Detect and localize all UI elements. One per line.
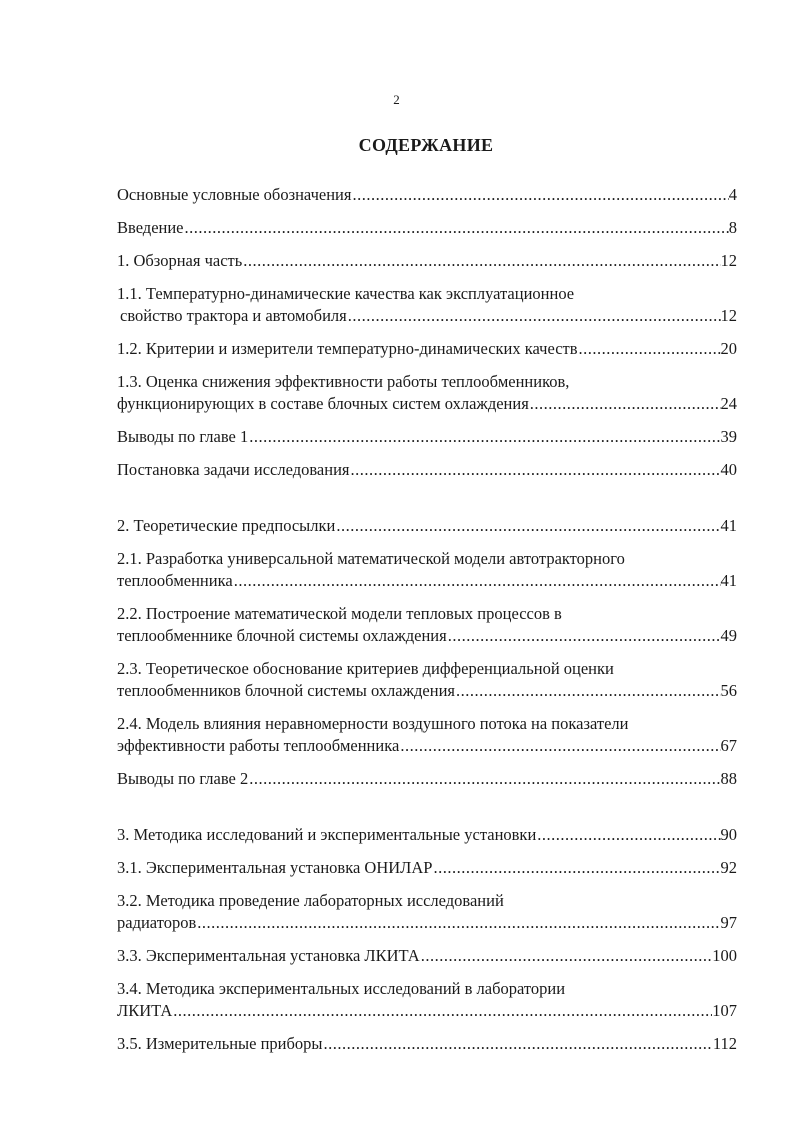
toc-entry	[117, 768, 737, 790]
dot-leader	[455, 680, 721, 702]
toc-entry-title-line: 2.2. Построение математической модели тепловых процессов в	[117, 604, 562, 623]
page-number: 2	[393, 92, 400, 107]
dot-leader	[322, 1033, 712, 1055]
dot-leader	[184, 217, 729, 239]
toc-entry-title: эффективности работы теплообменника	[117, 736, 400, 755]
toc-entry	[117, 890, 737, 934]
toc-entry-title-line: 3.4. Методика экспериментальных исследований в лаборатории	[117, 979, 566, 998]
toc-entry-title: 1.2. Критерии и измерители температурно-динамических качеств	[117, 339, 578, 358]
toc-page-number: 20	[720, 339, 737, 358]
toc-page-number: 39	[720, 427, 737, 446]
toc-page-number: 97	[720, 913, 737, 932]
toc-page-number: 67	[720, 736, 737, 755]
toc-page-number: 4	[728, 185, 737, 204]
dot-leader	[578, 338, 721, 360]
dot-leader	[351, 184, 728, 206]
toc-page-number: 8	[728, 218, 737, 237]
dot-leader	[335, 515, 720, 537]
dot-leader	[248, 768, 720, 790]
dot-leader	[172, 1000, 712, 1022]
toc-page-number: 112	[712, 1034, 737, 1053]
toc-page-number: 41	[720, 516, 737, 535]
toc-entry-title-line: 2.4. Модель влияния неравномерности воздушного потока на показатели	[117, 714, 629, 733]
dot-leader	[196, 912, 720, 934]
dot-leader	[248, 426, 720, 448]
toc-page-number: 92	[720, 858, 737, 877]
toc-entry-title: теплообменника	[117, 571, 233, 590]
toc-entry-title: Основные условные обозначения	[117, 185, 352, 204]
dot-leader	[347, 305, 721, 327]
toc-entry-title: Выводы по главе 2	[117, 769, 249, 788]
dot-leader	[420, 945, 713, 967]
toc-page-number: 41	[720, 571, 737, 590]
toc-entry	[117, 338, 737, 360]
dot-leader	[536, 824, 720, 846]
toc-entry-title: 3.5. Измерительные приборы	[117, 1034, 323, 1053]
dot-leader	[233, 570, 721, 592]
toc-entry	[117, 713, 737, 757]
toc-entry	[117, 857, 737, 879]
toc-page-number: 12	[720, 251, 737, 270]
toc-entry-title: Введение	[117, 218, 184, 237]
toc-entry-title: свойство трактора и автомобиля	[120, 306, 347, 325]
toc-entry-title-line: 3.2. Методика проведение лабораторных исследований	[117, 891, 504, 910]
toc-entry-title: ЛКИТА	[117, 1001, 173, 1020]
page-title: СОДЕРЖАНИЕ	[358, 135, 494, 155]
toc-page-number: 107	[712, 1001, 737, 1020]
dot-leader	[349, 459, 720, 481]
toc-entry-title: теплообменников блочной системы охлаждения	[117, 681, 455, 700]
toc-entry	[117, 603, 737, 647]
toc-page-number: 88	[720, 769, 737, 788]
toc-page-number: 40	[720, 460, 737, 479]
toc-entry-title: 3. Методика исследований и экспериментальные установки	[117, 825, 537, 844]
dot-leader	[447, 625, 721, 647]
dot-leader	[399, 735, 720, 757]
toc-entry-title: Выводы по главе 1	[117, 427, 249, 446]
toc-entry	[117, 371, 737, 415]
toc-entry-title: Постановка задачи исследования	[117, 460, 350, 479]
toc-entry	[117, 978, 737, 1022]
toc-entry-title-line: 2.1. Разработка универсальной математической модели автотракторного	[117, 549, 625, 568]
toc-page-number: 49	[720, 626, 737, 645]
toc-entry	[117, 184, 737, 206]
toc-entry-title: функционирующих в составе блочных систем охлаждения	[117, 394, 529, 413]
dot-leader	[529, 393, 721, 415]
toc-entry	[117, 515, 737, 537]
toc-entry-title: 3.1. Экспериментальная установка ОНИЛАР	[117, 858, 433, 877]
toc-entry	[117, 426, 737, 448]
toc-entry	[117, 1033, 737, 1055]
toc-page-number: 24	[720, 394, 737, 413]
toc-page-number: 56	[720, 681, 737, 700]
toc-entry-title: радиаторов	[117, 913, 197, 932]
toc-entry	[117, 824, 737, 846]
toc-entry-title-line: 1.1. Температурно-динамические качества как эксплуатационное	[117, 284, 575, 303]
toc-entry-title: 2. Теоретические предпосылки	[117, 516, 336, 535]
toc-entry-title: теплообменнике блочной системы охлаждения	[117, 626, 447, 645]
toc-entry-title-line: 2.3. Теоретическое обоснование критериев дифференциальной оценки	[117, 659, 614, 678]
toc-page-number: 100	[712, 946, 737, 965]
dot-leader	[242, 250, 720, 272]
toc-entry	[117, 548, 737, 592]
toc-page-number: 90	[720, 825, 737, 844]
toc-entry-title-line: 1.3. Оценка снижения эффективности работы теплообменников,	[117, 372, 570, 391]
toc-entry	[117, 945, 737, 967]
toc-entry	[117, 283, 737, 327]
toc-entry	[117, 658, 737, 702]
dot-leader	[432, 857, 720, 879]
toc-entry-title: 1. Обзорная часть	[117, 251, 243, 270]
toc-entry-title: 3.3. Экспериментальная установка ЛКИТА	[117, 946, 420, 965]
toc-entry	[117, 217, 737, 239]
toc-page-number: 12	[720, 306, 737, 325]
table-of-contents	[117, 184, 737, 1066]
toc-entry	[117, 459, 737, 481]
toc-entry	[117, 250, 737, 272]
